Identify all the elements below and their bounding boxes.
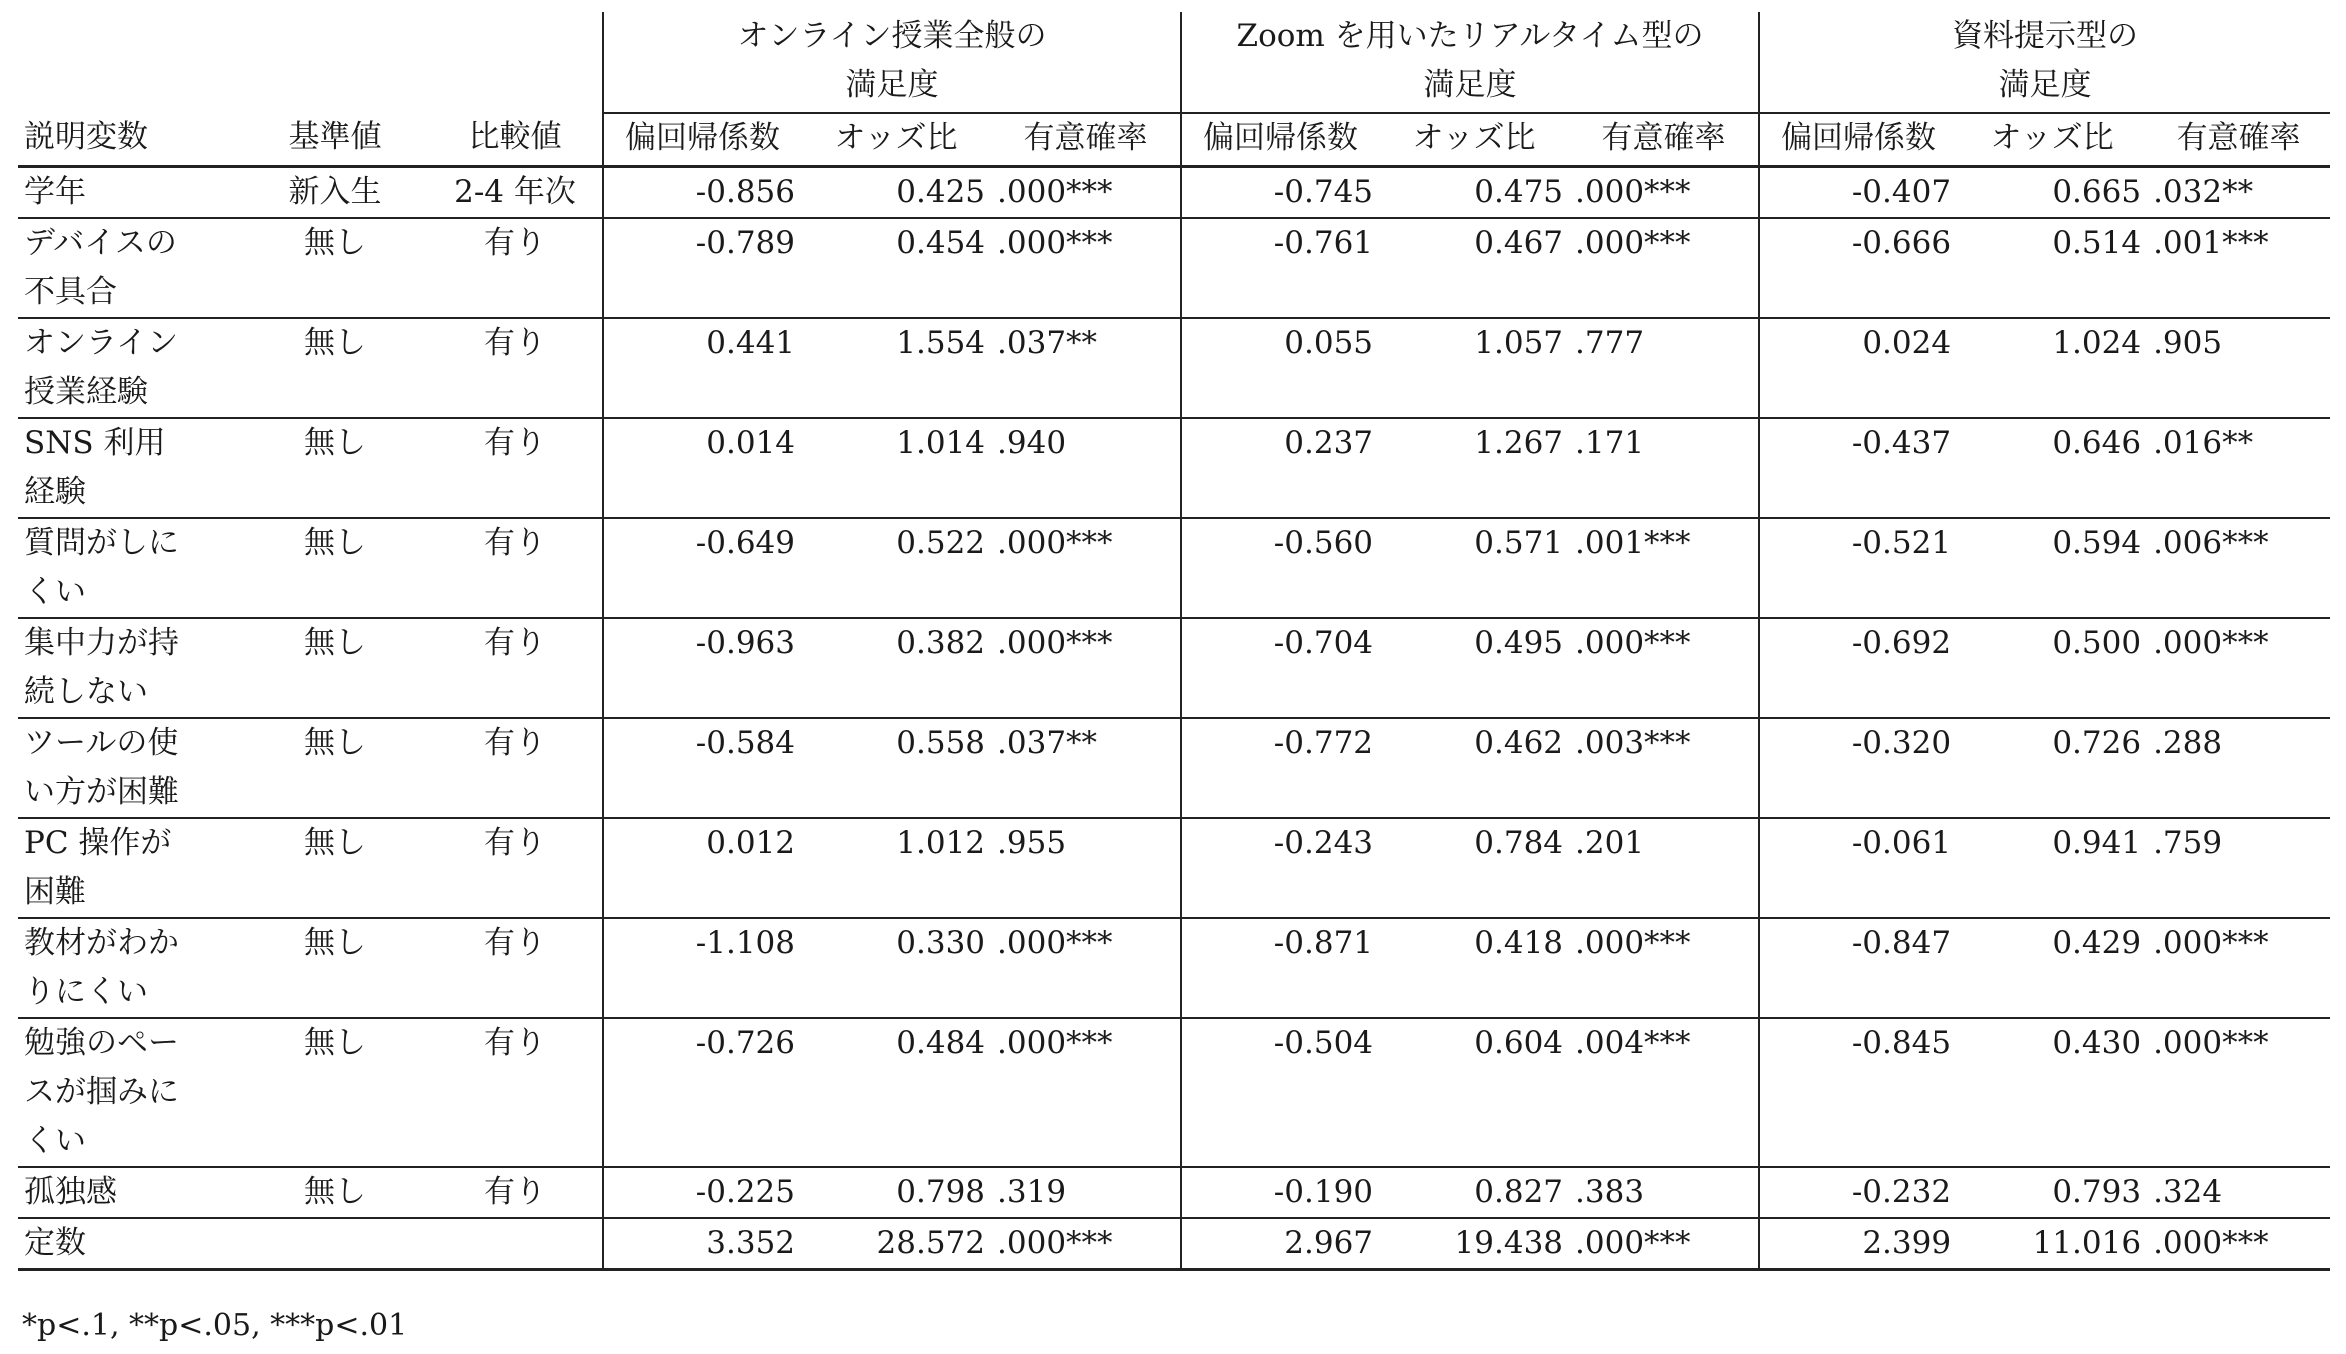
header-baseline: 基準値 <box>242 113 428 167</box>
p-value-cell: .955 <box>991 818 1181 918</box>
p-value-cell: .288 <box>2147 718 2330 818</box>
baseline-cell: 新入生 <box>242 167 428 219</box>
p-value-cell: .001*** <box>2147 218 2330 318</box>
comparison-cell: 有り <box>428 1018 603 1167</box>
comparison-cell: 有り <box>428 918 603 1018</box>
variable-name-line: オンライン <box>24 325 179 361</box>
odds-ratio-cell: 28.572 <box>801 1218 991 1270</box>
coefficient-cell: -0.963 <box>603 618 801 718</box>
variable-name-line: くい <box>24 574 86 610</box>
comparison-cell: 有り <box>428 518 603 618</box>
p-value-cell: .171 <box>1569 418 1759 518</box>
coefficient-cell: 2.967 <box>1181 1218 1379 1270</box>
p-value-cell: .000*** <box>1569 1218 1759 1270</box>
baseline-cell: 無し <box>242 918 428 1018</box>
coefficient-cell: -0.243 <box>1181 818 1379 918</box>
header-comparison: 比較値 <box>428 113 603 167</box>
variable-name-line: 学年 <box>24 174 86 210</box>
p-value-cell: .000*** <box>2147 1018 2330 1167</box>
comparison-cell: 有り <box>428 618 603 718</box>
comparison-cell: 有り <box>428 318 603 418</box>
p-value-cell: .319 <box>991 1167 1181 1218</box>
p-value-cell: .016** <box>2147 418 2330 518</box>
header-odds-ratio: オッズ比 <box>801 113 991 167</box>
variable-name-cell <box>18 718 242 818</box>
table-body <box>18 167 2330 1270</box>
baseline-cell: 無し <box>242 318 428 418</box>
p-value-cell: .001*** <box>1569 518 1759 618</box>
variable-name-cell <box>18 518 242 618</box>
coefficient-cell: -0.504 <box>1181 1018 1379 1167</box>
coefficient-cell: -0.845 <box>1759 1018 1957 1167</box>
coefficient-cell: -0.061 <box>1759 818 1957 918</box>
odds-ratio-cell: 0.467 <box>1379 218 1569 318</box>
baseline-cell: 無し <box>242 518 428 618</box>
comparison-cell: 有り <box>428 1167 603 1218</box>
baseline-cell: 無し <box>242 218 428 318</box>
coefficient-cell: 0.055 <box>1181 318 1379 418</box>
coefficient-cell: -0.320 <box>1759 718 1957 818</box>
coefficient-cell: 0.441 <box>603 318 801 418</box>
variable-name-line: 続しない <box>24 674 148 710</box>
coefficient-cell: -0.704 <box>1181 618 1379 718</box>
variable-name-line: PC 操作が <box>24 825 172 861</box>
variable-name-cell <box>18 618 242 718</box>
variable-name-line: デバイスの <box>24 225 177 261</box>
odds-ratio-cell: 0.475 <box>1379 167 1569 219</box>
table-row <box>18 167 2330 219</box>
table-row <box>18 1167 2330 1218</box>
coefficient-cell: -0.225 <box>603 1167 801 1218</box>
p-value-cell: .000*** <box>991 518 1181 618</box>
header-blank <box>18 12 603 113</box>
variable-name-line: 授業経験 <box>24 374 148 410</box>
coefficient-cell: -0.190 <box>1181 1167 1379 1218</box>
comparison-cell: 有り <box>428 418 603 518</box>
p-value-cell: .940 <box>991 418 1181 518</box>
coefficient-cell: -0.761 <box>1181 218 1379 318</box>
odds-ratio-cell: 19.438 <box>1379 1218 1569 1270</box>
p-value-cell: .000*** <box>2147 918 2330 1018</box>
baseline-cell: 無し <box>242 618 428 718</box>
baseline-cell: 無し <box>242 1018 428 1167</box>
variable-name-line: 教材がわか <box>24 925 179 961</box>
coefficient-cell: -0.745 <box>1181 167 1379 219</box>
coefficient-cell: 0.024 <box>1759 318 1957 418</box>
header-odds-ratio: オッズ比 <box>1379 113 1569 167</box>
odds-ratio-cell: 0.425 <box>801 167 991 219</box>
p-value-cell: .006*** <box>2147 518 2330 618</box>
variable-name-cell <box>18 418 242 518</box>
coefficient-cell: -0.232 <box>1759 1167 1957 1218</box>
odds-ratio-cell: 0.462 <box>1379 718 1569 818</box>
p-value-cell: .000*** <box>991 167 1181 219</box>
table-row <box>18 418 2330 518</box>
odds-ratio-cell: 1.024 <box>1957 318 2147 418</box>
p-value-cell: .000*** <box>1569 618 1759 718</box>
odds-ratio-cell: 0.454 <box>801 218 991 318</box>
coefficient-cell: -0.437 <box>1759 418 1957 518</box>
variable-name-line: 不具合 <box>24 274 117 310</box>
p-value-cell: .383 <box>1569 1167 1759 1218</box>
odds-ratio-cell: 0.514 <box>1957 218 2147 318</box>
header-coefficient: 偏回帰係数 <box>1181 113 1379 167</box>
coefficient-cell: 0.012 <box>603 818 801 918</box>
coefficient-cell: -0.666 <box>1759 218 1957 318</box>
variable-name-cell <box>18 218 242 318</box>
odds-ratio-cell: 0.484 <box>801 1018 991 1167</box>
odds-ratio-cell: 1.554 <box>801 318 991 418</box>
coefficient-cell: -0.789 <box>603 218 801 318</box>
coefficient-cell: -0.560 <box>1181 518 1379 618</box>
odds-ratio-cell: 1.012 <box>801 818 991 918</box>
header-p-value: 有意確率 <box>2147 113 2330 167</box>
p-value-cell: .000*** <box>991 618 1181 718</box>
odds-ratio-cell: 0.430 <box>1957 1018 2147 1167</box>
table-row <box>18 518 2330 618</box>
variable-name-cell <box>18 1218 242 1270</box>
regression-table <box>18 12 2330 1271</box>
variable-name-line: 孤独感 <box>24 1174 117 1210</box>
subheader-row <box>18 113 2330 167</box>
header-coefficient: 偏回帰係数 <box>1759 113 1957 167</box>
p-value-cell: .000*** <box>991 218 1181 318</box>
variable-name-line: ツールの使 <box>24 725 179 761</box>
baseline-cell: 無し <box>242 1167 428 1218</box>
odds-ratio-cell: 0.793 <box>1957 1167 2147 1218</box>
baseline-cell: 無し <box>242 418 428 518</box>
coefficient-cell: -0.726 <box>603 1018 801 1167</box>
odds-ratio-cell: 0.665 <box>1957 167 2147 219</box>
coefficient-cell: 0.237 <box>1181 418 1379 518</box>
odds-ratio-cell: 1.057 <box>1379 318 1569 418</box>
coefficient-cell: 2.399 <box>1759 1218 1957 1270</box>
coefficient-cell: -0.692 <box>1759 618 1957 718</box>
variable-name-line: 困難 <box>24 874 86 910</box>
odds-ratio-cell: 1.267 <box>1379 418 1569 518</box>
variable-name-line: スが掴みに <box>24 1074 179 1110</box>
header-odds-ratio: オッズ比 <box>1957 113 2147 167</box>
variable-name-cell <box>18 318 242 418</box>
variable-name-cell <box>18 1018 242 1167</box>
coefficient-cell: -0.772 <box>1181 718 1379 818</box>
p-value-cell: .032** <box>2147 167 2330 219</box>
p-value-cell: .000*** <box>1569 218 1759 318</box>
p-value-cell: .905 <box>2147 318 2330 418</box>
odds-ratio-cell: 0.571 <box>1379 518 1569 618</box>
coefficient-cell: -1.108 <box>603 918 801 1018</box>
header-p-value: 有意確率 <box>991 113 1181 167</box>
p-value-cell: .000*** <box>1569 167 1759 219</box>
group-header-online: オンライン授業全般の 満足度 <box>603 12 1181 113</box>
p-value-cell: .000*** <box>1569 918 1759 1018</box>
variable-name-line: い方が困難 <box>24 774 179 810</box>
variable-name-line: 経験 <box>24 474 86 510</box>
variable-name-line: 質問がしに <box>24 525 179 561</box>
p-value-cell: .000*** <box>2147 1218 2330 1270</box>
p-value-cell: .000*** <box>991 1218 1181 1270</box>
table-row <box>18 218 2330 318</box>
odds-ratio-cell: 0.604 <box>1379 1018 1569 1167</box>
variable-name-cell <box>18 1167 242 1218</box>
odds-ratio-cell: 0.784 <box>1379 818 1569 918</box>
p-value-cell: .324 <box>2147 1167 2330 1218</box>
group-header-zoom: Zoom を用いたリアルタイム型の 満足度 <box>1181 12 1759 113</box>
comparison-cell: 有り <box>428 818 603 918</box>
comparison-cell: 有り <box>428 718 603 818</box>
significance-footnote: *p<.1, **p<.05, ***p<.01 <box>22 1308 408 1343</box>
table-row <box>18 318 2330 418</box>
odds-ratio-cell: 0.330 <box>801 918 991 1018</box>
group-header-material: 資料提示型の 満足度 <box>1759 12 2330 113</box>
comparison-cell: 2-4 年次 <box>428 167 603 219</box>
odds-ratio-cell: 0.798 <box>801 1167 991 1218</box>
variable-name-line: くい <box>24 1123 86 1159</box>
p-value-cell: .201 <box>1569 818 1759 918</box>
odds-ratio-cell: 0.594 <box>1957 518 2147 618</box>
p-value-cell: .000*** <box>2147 618 2330 718</box>
p-value-cell: .037** <box>991 718 1181 818</box>
coefficient-cell: -0.649 <box>603 518 801 618</box>
odds-ratio-cell: 0.522 <box>801 518 991 618</box>
p-value-cell: .004*** <box>1569 1018 1759 1167</box>
coefficient-cell: -0.584 <box>603 718 801 818</box>
header-variable: 説明変数 <box>18 113 242 167</box>
comparison-cell: 有り <box>428 218 603 318</box>
p-value-cell: .003*** <box>1569 718 1759 818</box>
table-row <box>18 1018 2330 1167</box>
p-value-cell: .000*** <box>991 1018 1181 1167</box>
odds-ratio-cell: 11.016 <box>1957 1218 2147 1270</box>
coefficient-cell: -0.871 <box>1181 918 1379 1018</box>
odds-ratio-cell: 0.418 <box>1379 918 1569 1018</box>
baseline-cell <box>242 1218 428 1270</box>
odds-ratio-cell: 0.827 <box>1379 1167 1569 1218</box>
p-value-cell: .777 <box>1569 318 1759 418</box>
table-row <box>18 818 2330 918</box>
variable-name-cell <box>18 918 242 1018</box>
coefficient-cell: -0.407 <box>1759 167 1957 219</box>
table-row <box>18 618 2330 718</box>
odds-ratio-cell: 0.941 <box>1957 818 2147 918</box>
variable-name-line: 勉強のペー <box>24 1025 179 1061</box>
odds-ratio-cell: 0.500 <box>1957 618 2147 718</box>
variable-name-line: 集中力が持 <box>24 625 179 661</box>
odds-ratio-cell: 0.558 <box>801 718 991 818</box>
table-row <box>18 918 2330 1018</box>
comparison-cell <box>428 1218 603 1270</box>
baseline-cell: 無し <box>242 818 428 918</box>
coefficient-cell: -0.847 <box>1759 918 1957 1018</box>
variable-name-cell <box>18 167 242 219</box>
table-row <box>18 718 2330 818</box>
odds-ratio-cell: 1.014 <box>801 418 991 518</box>
variable-name-line: 定数 <box>24 1225 86 1261</box>
p-value-cell: .759 <box>2147 818 2330 918</box>
coefficient-cell: -0.856 <box>603 167 801 219</box>
p-value-cell: .000*** <box>991 918 1181 1018</box>
coefficient-cell: -0.521 <box>1759 518 1957 618</box>
odds-ratio-cell: 0.726 <box>1957 718 2147 818</box>
baseline-cell: 無し <box>242 718 428 818</box>
odds-ratio-cell: 0.429 <box>1957 918 2147 1018</box>
header-p-value: 有意確率 <box>1569 113 1759 167</box>
p-value-cell: .037** <box>991 318 1181 418</box>
odds-ratio-cell: 0.382 <box>801 618 991 718</box>
coefficient-cell: 3.352 <box>603 1218 801 1270</box>
table-row <box>18 1218 2330 1270</box>
variable-name-line: りにくい <box>24 974 148 1010</box>
odds-ratio-cell: 0.495 <box>1379 618 1569 718</box>
variable-name-line: SNS 利用 <box>24 425 166 461</box>
odds-ratio-cell: 0.646 <box>1957 418 2147 518</box>
variable-name-cell <box>18 818 242 918</box>
coefficient-cell: 0.014 <box>603 418 801 518</box>
header-coefficient: 偏回帰係数 <box>603 113 801 167</box>
